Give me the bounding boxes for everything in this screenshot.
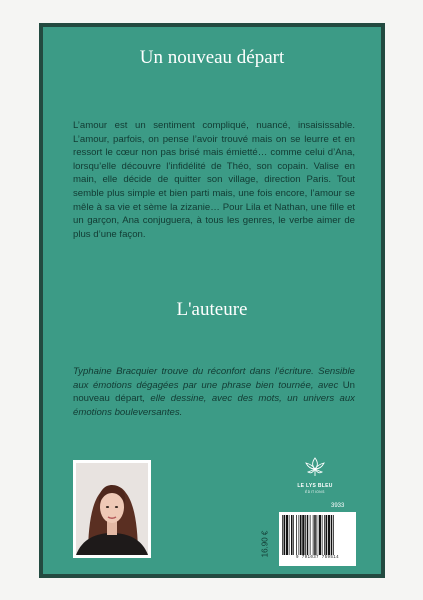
book-title: Un nouveau départ bbox=[139, 47, 285, 68]
author-heading: L'auteure bbox=[176, 299, 248, 320]
publisher-logo bbox=[295, 457, 335, 494]
publisher-name: LE LYS BLEU bbox=[297, 483, 333, 489]
barcode-digits: 9 791037 759514 bbox=[296, 556, 339, 560]
author-photo-frame bbox=[73, 460, 151, 558]
barcode-bars-icon bbox=[282, 515, 353, 555]
author-bio bbox=[73, 365, 355, 419]
bio-part-1: Typhaine Bracquier trouve du réconfort dans l’écriture. Sensible aux émotions dégagées par une phrase bien tournée, avec bbox=[73, 366, 355, 391]
publisher-subtitle: ÉDITIONS bbox=[305, 490, 325, 494]
lily-flower-icon bbox=[304, 457, 326, 477]
author-portrait-icon bbox=[76, 463, 148, 555]
synopsis-text: L’amour est un sentiment compliqué, nuancé, insaisissable. L’amour, parfois, on pense l’avoir trouvé mais on se leurre et en ressort le cœur non pas brisé mais émietté… comme celui d’Ana, lorsqu’elle découvre l’infidélité de Théo, son copain. Valise en main, elle décide de quitter son village, direction Paris. Tout semble plus simple et bien parti mais, une fois encore, l’amour se mêle à sa vie et sème la zizanie… Pour Lila et Nathan, une fille et un garçon, Ana conjuguera, à tous les genres, le verbe aimer de plus d’une façon. bbox=[73, 120, 355, 240]
barcode bbox=[279, 512, 356, 566]
bio-book-title: Un nouveau départ bbox=[73, 379, 355, 405]
author-photo bbox=[76, 463, 148, 555]
back-cover bbox=[39, 23, 385, 578]
bio-part-2: , elle dessine, avec des mots, un univers aux émotions bouleversantes. bbox=[73, 393, 355, 418]
price-label bbox=[253, 525, 277, 563]
reference-code: 3933 bbox=[331, 503, 345, 509]
price-text: 16.90 € bbox=[260, 530, 270, 558]
